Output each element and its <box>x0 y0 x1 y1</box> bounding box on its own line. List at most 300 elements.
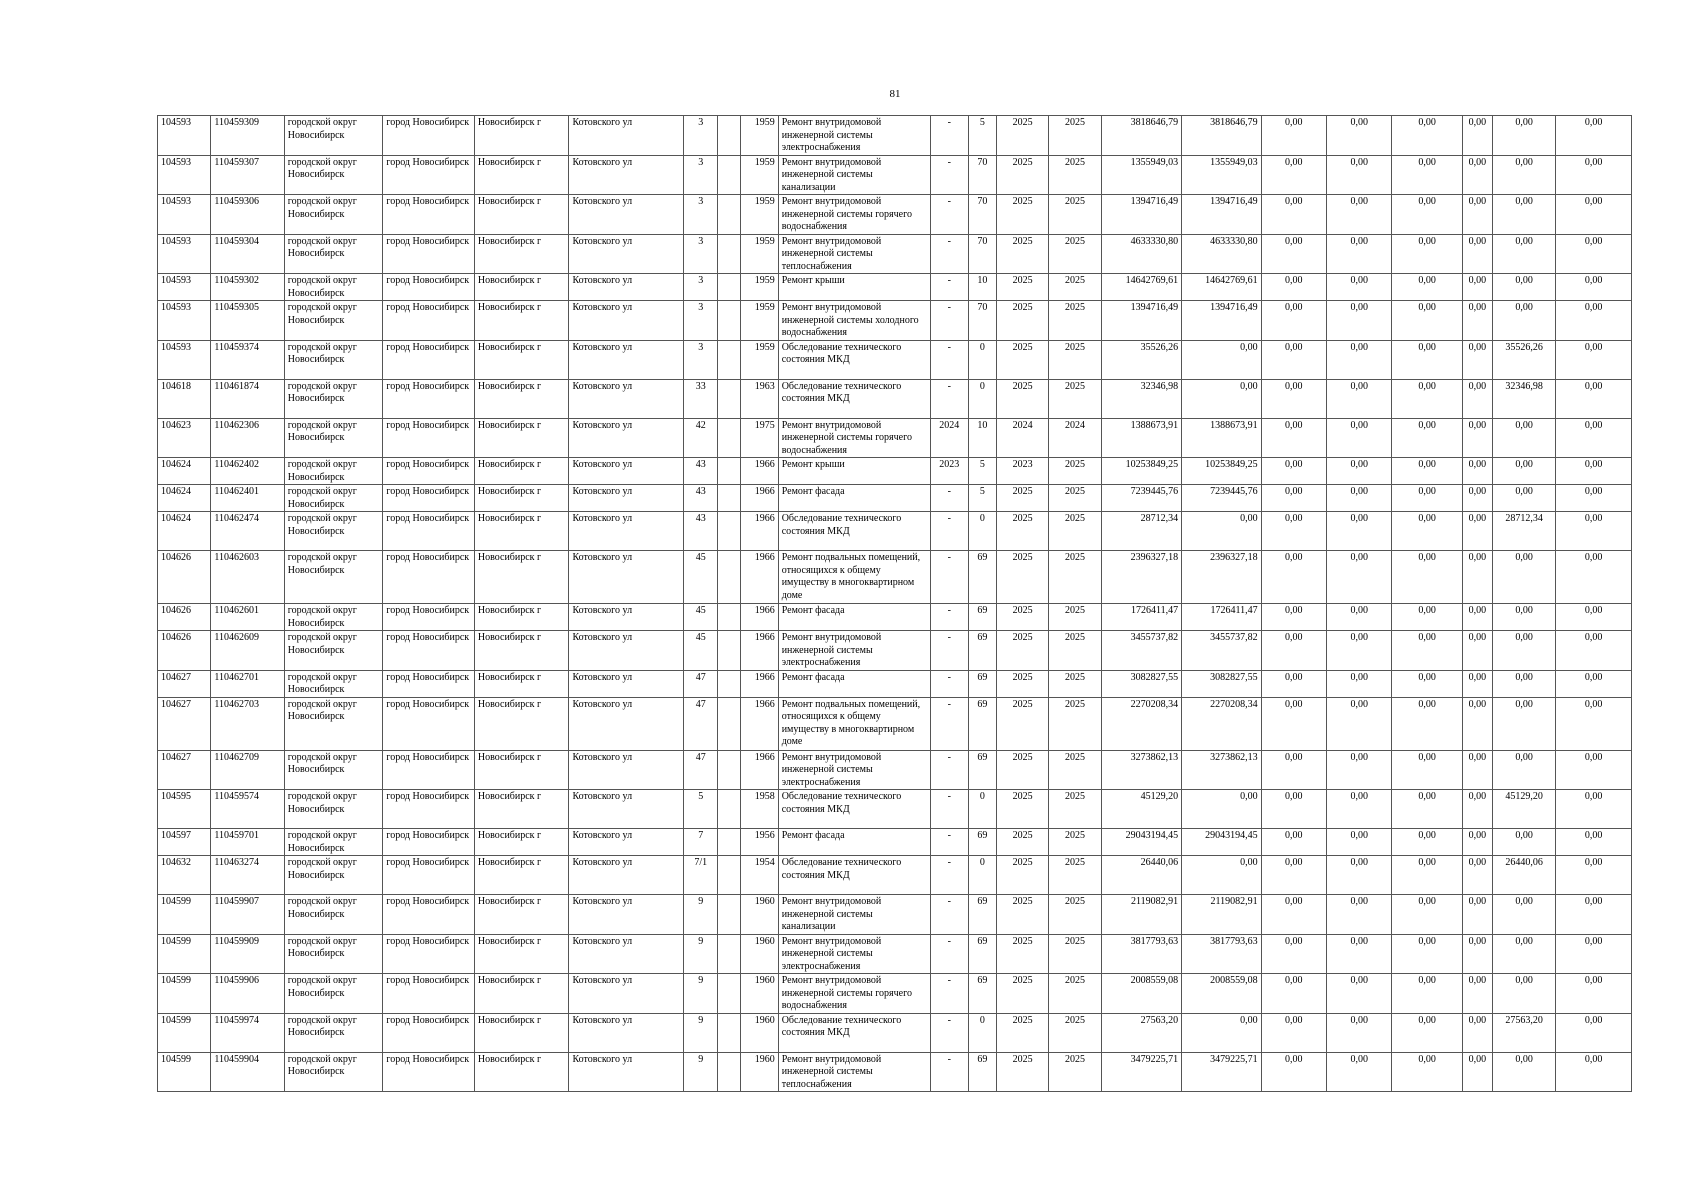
cell-settlement: город Новосибирск <box>383 1052 475 1092</box>
cell-survey-cost: 0,00 <box>1492 195 1555 235</box>
cell-house-id: 104593 <box>158 195 211 235</box>
cell-cost-col-19: 0,00 <box>1392 195 1462 235</box>
cell-house-number: 9 <box>684 1052 718 1092</box>
cell-total-cost: 1726411,47 <box>1101 604 1181 631</box>
cell-plan-year-start: 2025 <box>997 829 1049 856</box>
cell-house-id: 104624 <box>158 485 211 512</box>
cell-city: Новосибирск г <box>474 974 569 1014</box>
cell-work-type: Ремонт внутридомовой инженерной системы электроснабжения <box>778 631 930 671</box>
cell-plan-year-end: 2025 <box>1049 829 1101 856</box>
cell-city: Новосибирск г <box>474 1013 569 1052</box>
cell-city: Новосибирск г <box>474 195 569 235</box>
cell-municipality: городской округ Новосибирск <box>284 155 383 195</box>
cell-cost-col-22: 0,00 <box>1556 301 1632 341</box>
cell-cost-col-19: 0,00 <box>1392 340 1462 379</box>
cell-municipality: городской округ Новосибирск <box>284 301 383 341</box>
cell-cost-col-20: 0,00 <box>1462 697 1492 750</box>
cell-built-year: 1960 <box>741 934 778 974</box>
cell-building <box>718 340 741 379</box>
cell-building <box>718 934 741 974</box>
cell-survey-cost: 0,00 <box>1492 697 1555 750</box>
cell-municipality: городской округ Новосибирск <box>284 790 383 829</box>
cell-street: Котовского ул <box>569 856 684 895</box>
cell-settlement: город Новосибирск <box>383 934 475 974</box>
cell-city: Новосибирск г <box>474 604 569 631</box>
cell-fund-cost: 0,00 <box>1182 1013 1261 1052</box>
cell-house-id: 104595 <box>158 790 211 829</box>
cell-settlement: город Новосибирск <box>383 670 475 697</box>
cell-cost-col-20: 0,00 <box>1462 274 1492 301</box>
cell-wear-percent: 69 <box>968 631 996 671</box>
cell-built-year: 1956 <box>741 829 778 856</box>
cell-cost-col-20: 0,00 <box>1462 790 1492 829</box>
cell-survey-cost: 32346,98 <box>1492 379 1555 418</box>
cell-settlement: город Новосибирск <box>383 458 475 485</box>
cell-building <box>718 856 741 895</box>
cell-plan-year-end: 2025 <box>1049 379 1101 418</box>
cell-prev-year: - <box>930 856 968 895</box>
cell-street: Котовского ул <box>569 790 684 829</box>
cell-cost-col-17: 0,00 <box>1261 512 1326 551</box>
cell-house-number: 47 <box>684 670 718 697</box>
cell-total-cost: 3817793,63 <box>1101 934 1181 974</box>
cell-cost-col-19: 0,00 <box>1392 895 1462 935</box>
cell-total-cost: 45129,20 <box>1101 790 1181 829</box>
cell-survey-cost: 0,00 <box>1492 301 1555 341</box>
cell-built-year: 1966 <box>741 458 778 485</box>
cell-building <box>718 234 741 274</box>
cell-municipality: городской округ Новосибирск <box>284 458 383 485</box>
cell-prev-year: - <box>930 697 968 750</box>
cell-total-cost: 26440,06 <box>1101 856 1181 895</box>
cell-house-number: 45 <box>684 551 718 604</box>
cell-cost-col-19: 0,00 <box>1392 379 1462 418</box>
cell-wear-percent: 70 <box>968 155 996 195</box>
cell-cost-col-22: 0,00 <box>1556 418 1632 458</box>
cell-cost-col-17: 0,00 <box>1261 670 1326 697</box>
table-row <box>158 829 1632 856</box>
cell-house-number: 45 <box>684 604 718 631</box>
cell-cost-col-18: 0,00 <box>1327 697 1392 750</box>
cell-cost-col-19: 0,00 <box>1392 116 1462 156</box>
cell-house-number: 3 <box>684 274 718 301</box>
cell-street: Котовского ул <box>569 512 684 551</box>
cell-settlement: город Новосибирск <box>383 340 475 379</box>
cell-wear-percent: 69 <box>968 895 996 935</box>
cell-street: Котовского ул <box>569 670 684 697</box>
cell-plan-year-end: 2025 <box>1049 458 1101 485</box>
cell-prev-year: - <box>930 274 968 301</box>
cell-plan-year-end: 2025 <box>1049 604 1101 631</box>
cell-municipality: городской округ Новосибирск <box>284 340 383 379</box>
cell-cost-col-19: 0,00 <box>1392 604 1462 631</box>
cell-built-year: 1960 <box>741 895 778 935</box>
cell-prev-year: - <box>930 934 968 974</box>
cell-wear-percent: 69 <box>968 670 996 697</box>
cell-cost-col-19: 0,00 <box>1392 697 1462 750</box>
table-row <box>158 856 1632 895</box>
cell-plan-year-start: 2025 <box>997 790 1049 829</box>
cell-survey-cost: 45129,20 <box>1492 790 1555 829</box>
cell-work-type: Ремонт внутридомовой инженерной системы горячего водоснабжения <box>778 195 930 235</box>
cell-cost-col-19: 0,00 <box>1392 670 1462 697</box>
cell-house-id: 104593 <box>158 155 211 195</box>
cell-total-cost: 1355949,03 <box>1101 155 1181 195</box>
cell-built-year: 1959 <box>741 301 778 341</box>
cell-prev-year: - <box>930 974 968 1014</box>
cell-plan-year-end: 2025 <box>1049 895 1101 935</box>
cell-building <box>718 301 741 341</box>
cell-prev-year: - <box>930 195 968 235</box>
cell-house-id: 104624 <box>158 512 211 551</box>
cell-municipality: городской округ Новосибирск <box>284 697 383 750</box>
cell-cost-col-18: 0,00 <box>1327 234 1392 274</box>
cell-house-id: 104627 <box>158 670 211 697</box>
cell-house-number: 43 <box>684 512 718 551</box>
registry-table <box>157 115 1632 1092</box>
table-row <box>158 418 1632 458</box>
cell-house-number: 9 <box>684 895 718 935</box>
cell-settlement: город Новосибирск <box>383 301 475 341</box>
cell-cost-col-18: 0,00 <box>1327 551 1392 604</box>
cell-survey-cost: 0,00 <box>1492 458 1555 485</box>
cell-municipality: городской округ Новосибирск <box>284 418 383 458</box>
cell-street: Котовского ул <box>569 604 684 631</box>
cell-city: Новосибирск г <box>474 856 569 895</box>
cell-wear-percent: 0 <box>968 1013 996 1052</box>
cell-municipality: городской округ Новосибирск <box>284 829 383 856</box>
cell-item-id: 110459374 <box>211 340 284 379</box>
cell-item-id: 110462601 <box>211 604 284 631</box>
cell-municipality: городской округ Новосибирск <box>284 512 383 551</box>
cell-house-number: 3 <box>684 234 718 274</box>
cell-cost-col-17: 0,00 <box>1261 750 1326 790</box>
cell-cost-col-18: 0,00 <box>1327 856 1392 895</box>
cell-plan-year-start: 2025 <box>997 895 1049 935</box>
cell-wear-percent: 69 <box>968 934 996 974</box>
cell-prev-year: - <box>930 1013 968 1052</box>
cell-house-id: 104599 <box>158 1052 211 1092</box>
cell-plan-year-start: 2025 <box>997 195 1049 235</box>
cell-street: Котовского ул <box>569 234 684 274</box>
cell-survey-cost: 0,00 <box>1492 234 1555 274</box>
cell-total-cost: 2396327,18 <box>1101 551 1181 604</box>
cell-prev-year: - <box>930 512 968 551</box>
cell-wear-percent: 5 <box>968 458 996 485</box>
cell-work-type: Ремонт подвальных помещений, относящихся к общему имуществу в многоквартирном доме <box>778 697 930 750</box>
cell-house-id: 104593 <box>158 234 211 274</box>
cell-settlement: город Новосибирск <box>383 274 475 301</box>
cell-built-year: 1959 <box>741 195 778 235</box>
cell-cost-col-22: 0,00 <box>1556 790 1632 829</box>
cell-cost-col-17: 0,00 <box>1261 234 1326 274</box>
cell-cost-col-17: 0,00 <box>1261 856 1326 895</box>
cell-total-cost: 4633330,80 <box>1101 234 1181 274</box>
cell-total-cost: 10253849,25 <box>1101 458 1181 485</box>
cell-built-year: 1966 <box>741 485 778 512</box>
cell-cost-col-19: 0,00 <box>1392 458 1462 485</box>
cell-cost-col-18: 0,00 <box>1327 1013 1392 1052</box>
cell-cost-col-20: 0,00 <box>1462 458 1492 485</box>
cell-prev-year: - <box>930 790 968 829</box>
cell-cost-col-20: 0,00 <box>1462 379 1492 418</box>
cell-cost-col-19: 0,00 <box>1392 631 1462 671</box>
cell-cost-col-20: 0,00 <box>1462 934 1492 974</box>
cell-cost-col-18: 0,00 <box>1327 155 1392 195</box>
cell-plan-year-start: 2025 <box>997 485 1049 512</box>
cell-total-cost: 3082827,55 <box>1101 670 1181 697</box>
cell-building <box>718 829 741 856</box>
cell-municipality: городской округ Новосибирск <box>284 631 383 671</box>
cell-wear-percent: 69 <box>968 974 996 1014</box>
cell-item-id: 110459974 <box>211 1013 284 1052</box>
cell-cost-col-17: 0,00 <box>1261 485 1326 512</box>
cell-item-id: 110461874 <box>211 379 284 418</box>
cell-cost-col-20: 0,00 <box>1462 418 1492 458</box>
cell-building <box>718 485 741 512</box>
cell-work-type: Обследование технического состояния МКД <box>778 512 930 551</box>
cell-building <box>718 274 741 301</box>
cell-fund-cost: 2008559,08 <box>1182 974 1261 1014</box>
cell-plan-year-start: 2025 <box>997 274 1049 301</box>
cell-prev-year: - <box>930 340 968 379</box>
cell-street: Котовского ул <box>569 274 684 301</box>
cell-municipality: городской округ Новосибирск <box>284 379 383 418</box>
cell-survey-cost: 28712,34 <box>1492 512 1555 551</box>
cell-street: Котовского ул <box>569 1052 684 1092</box>
cell-cost-col-20: 0,00 <box>1462 485 1492 512</box>
cell-wear-percent: 69 <box>968 604 996 631</box>
cell-fund-cost: 3082827,55 <box>1182 670 1261 697</box>
cell-item-id: 110459574 <box>211 790 284 829</box>
cell-city: Новосибирск г <box>474 379 569 418</box>
cell-survey-cost: 26440,06 <box>1492 856 1555 895</box>
cell-total-cost: 2270208,34 <box>1101 697 1181 750</box>
cell-house-number: 3 <box>684 301 718 341</box>
cell-cost-col-22: 0,00 <box>1556 379 1632 418</box>
cell-cost-col-18: 0,00 <box>1327 340 1392 379</box>
cell-house-id: 104623 <box>158 418 211 458</box>
cell-municipality: городской округ Новосибирск <box>284 234 383 274</box>
cell-municipality: городской округ Новосибирск <box>284 195 383 235</box>
cell-plan-year-end: 2025 <box>1049 750 1101 790</box>
cell-cost-col-18: 0,00 <box>1327 512 1392 551</box>
cell-fund-cost: 2270208,34 <box>1182 697 1261 750</box>
cell-settlement: город Новосибирск <box>383 895 475 935</box>
cell-fund-cost: 1388673,91 <box>1182 418 1261 458</box>
cell-work-type: Ремонт внутридомовой инженерной системы горячего водоснабжения <box>778 974 930 1014</box>
cell-cost-col-19: 0,00 <box>1392 790 1462 829</box>
cell-building <box>718 418 741 458</box>
cell-settlement: город Новосибирск <box>383 379 475 418</box>
cell-fund-cost: 1394716,49 <box>1182 301 1261 341</box>
cell-work-type: Обследование технического состояния МКД <box>778 856 930 895</box>
cell-plan-year-end: 2025 <box>1049 974 1101 1014</box>
cell-cost-col-19: 0,00 <box>1392 856 1462 895</box>
cell-prev-year: - <box>930 750 968 790</box>
cell-plan-year-start: 2025 <box>997 155 1049 195</box>
cell-built-year: 1959 <box>741 274 778 301</box>
cell-fund-cost: 0,00 <box>1182 790 1261 829</box>
cell-item-id: 110459907 <box>211 895 284 935</box>
cell-cost-col-22: 0,00 <box>1556 670 1632 697</box>
cell-cost-col-22: 0,00 <box>1556 512 1632 551</box>
cell-fund-cost: 0,00 <box>1182 340 1261 379</box>
cell-cost-col-18: 0,00 <box>1327 974 1392 1014</box>
cell-house-number: 33 <box>684 379 718 418</box>
cell-work-type: Ремонт крыши <box>778 458 930 485</box>
cell-plan-year-end: 2025 <box>1049 856 1101 895</box>
cell-total-cost: 32346,98 <box>1101 379 1181 418</box>
cell-fund-cost: 10253849,25 <box>1182 458 1261 485</box>
cell-survey-cost: 0,00 <box>1492 604 1555 631</box>
cell-cost-col-22: 0,00 <box>1556 750 1632 790</box>
cell-house-number: 3 <box>684 340 718 379</box>
cell-municipality: городской округ Новосибирск <box>284 551 383 604</box>
cell-house-id: 104632 <box>158 856 211 895</box>
cell-item-id: 110462402 <box>211 458 284 485</box>
cell-cost-col-17: 0,00 <box>1261 340 1326 379</box>
cell-item-id: 110462703 <box>211 697 284 750</box>
cell-street: Котовского ул <box>569 631 684 671</box>
cell-city: Новосибирск г <box>474 551 569 604</box>
cell-wear-percent: 5 <box>968 485 996 512</box>
cell-settlement: город Новосибирск <box>383 116 475 156</box>
cell-survey-cost: 0,00 <box>1492 1052 1555 1092</box>
cell-item-id: 110459309 <box>211 116 284 156</box>
cell-plan-year-end: 2025 <box>1049 116 1101 156</box>
cell-house-id: 104593 <box>158 274 211 301</box>
cell-fund-cost: 0,00 <box>1182 856 1261 895</box>
cell-house-id: 104626 <box>158 551 211 604</box>
cell-municipality: городской округ Новосибирск <box>284 485 383 512</box>
cell-settlement: город Новосибирск <box>383 195 475 235</box>
cell-cost-col-22: 0,00 <box>1556 604 1632 631</box>
cell-prev-year: 2023 <box>930 458 968 485</box>
cell-survey-cost: 0,00 <box>1492 155 1555 195</box>
table-row <box>158 274 1632 301</box>
cell-cost-col-17: 0,00 <box>1261 379 1326 418</box>
cell-built-year: 1960 <box>741 1052 778 1092</box>
cell-plan-year-end: 2025 <box>1049 234 1101 274</box>
cell-plan-year-end: 2025 <box>1049 697 1101 750</box>
cell-built-year: 1960 <box>741 1013 778 1052</box>
cell-building <box>718 974 741 1014</box>
cell-street: Котовского ул <box>569 974 684 1014</box>
cell-city: Новосибирск г <box>474 301 569 341</box>
cell-cost-col-22: 0,00 <box>1556 934 1632 974</box>
cell-house-id: 104593 <box>158 116 211 156</box>
cell-house-id: 104626 <box>158 631 211 671</box>
cell-wear-percent: 0 <box>968 379 996 418</box>
table-row <box>158 1052 1632 1092</box>
cell-cost-col-20: 0,00 <box>1462 340 1492 379</box>
cell-house-number: 42 <box>684 418 718 458</box>
cell-cost-col-17: 0,00 <box>1261 155 1326 195</box>
cell-plan-year-start: 2025 <box>997 750 1049 790</box>
cell-fund-cost: 1355949,03 <box>1182 155 1261 195</box>
table-row <box>158 1013 1632 1052</box>
cell-cost-col-20: 0,00 <box>1462 829 1492 856</box>
cell-item-id: 110459307 <box>211 155 284 195</box>
cell-fund-cost: 1726411,47 <box>1182 604 1261 631</box>
cell-prev-year: - <box>930 1052 968 1092</box>
cell-item-id: 110462474 <box>211 512 284 551</box>
cell-municipality: городской округ Новосибирск <box>284 856 383 895</box>
cell-built-year: 1966 <box>741 670 778 697</box>
cell-wear-percent: 0 <box>968 512 996 551</box>
cell-cost-col-22: 0,00 <box>1556 485 1632 512</box>
cell-item-id: 110459306 <box>211 195 284 235</box>
cell-city: Новосибирск г <box>474 485 569 512</box>
cell-cost-col-19: 0,00 <box>1392 974 1462 1014</box>
cell-cost-col-17: 0,00 <box>1261 631 1326 671</box>
cell-settlement: город Новосибирск <box>383 234 475 274</box>
cell-survey-cost: 0,00 <box>1492 485 1555 512</box>
cell-municipality: городской округ Новосибирск <box>284 750 383 790</box>
cell-built-year: 1966 <box>741 604 778 631</box>
cell-plan-year-end: 2025 <box>1049 512 1101 551</box>
cell-total-cost: 7239445,76 <box>1101 485 1181 512</box>
cell-built-year: 1966 <box>741 551 778 604</box>
cell-wear-percent: 0 <box>968 340 996 379</box>
cell-work-type: Ремонт фасада <box>778 604 930 631</box>
cell-plan-year-start: 2025 <box>997 670 1049 697</box>
cell-cost-col-20: 0,00 <box>1462 234 1492 274</box>
cell-survey-cost: 0,00 <box>1492 631 1555 671</box>
cell-prev-year: - <box>930 551 968 604</box>
table-row <box>158 790 1632 829</box>
cell-settlement: город Новосибирск <box>383 155 475 195</box>
page-number: 81 <box>889 88 901 100</box>
cell-cost-col-17: 0,00 <box>1261 116 1326 156</box>
cell-survey-cost: 0,00 <box>1492 829 1555 856</box>
cell-building <box>718 155 741 195</box>
cell-city: Новосибирск г <box>474 418 569 458</box>
cell-item-id: 110459904 <box>211 1052 284 1092</box>
cell-cost-col-17: 0,00 <box>1261 274 1326 301</box>
cell-city: Новосибирск г <box>474 697 569 750</box>
cell-cost-col-17: 0,00 <box>1261 551 1326 604</box>
cell-total-cost: 1394716,49 <box>1101 195 1181 235</box>
cell-house-number: 3 <box>684 155 718 195</box>
cell-fund-cost: 2119082,91 <box>1182 895 1261 935</box>
table-row <box>158 697 1632 750</box>
cell-item-id: 110462401 <box>211 485 284 512</box>
cell-total-cost: 2119082,91 <box>1101 895 1181 935</box>
cell-survey-cost: 0,00 <box>1492 551 1555 604</box>
cell-cost-col-22: 0,00 <box>1556 1013 1632 1052</box>
table-row <box>158 604 1632 631</box>
cell-total-cost: 27563,20 <box>1101 1013 1181 1052</box>
cell-cost-col-19: 0,00 <box>1392 485 1462 512</box>
cell-cost-col-22: 0,00 <box>1556 974 1632 1014</box>
cell-cost-col-20: 0,00 <box>1462 155 1492 195</box>
cell-fund-cost: 14642769,61 <box>1182 274 1261 301</box>
cell-cost-col-17: 0,00 <box>1261 934 1326 974</box>
cell-built-year: 1959 <box>741 234 778 274</box>
cell-cost-col-22: 0,00 <box>1556 340 1632 379</box>
cell-street: Котовского ул <box>569 379 684 418</box>
cell-street: Котовского ул <box>569 418 684 458</box>
cell-city: Новосибирск г <box>474 458 569 485</box>
cell-street: Котовского ул <box>569 934 684 974</box>
cell-city: Новосибирск г <box>474 631 569 671</box>
cell-total-cost: 3455737,82 <box>1101 631 1181 671</box>
cell-house-number: 9 <box>684 1013 718 1052</box>
cell-work-type: Обследование технического состояния МКД <box>778 340 930 379</box>
cell-building <box>718 790 741 829</box>
